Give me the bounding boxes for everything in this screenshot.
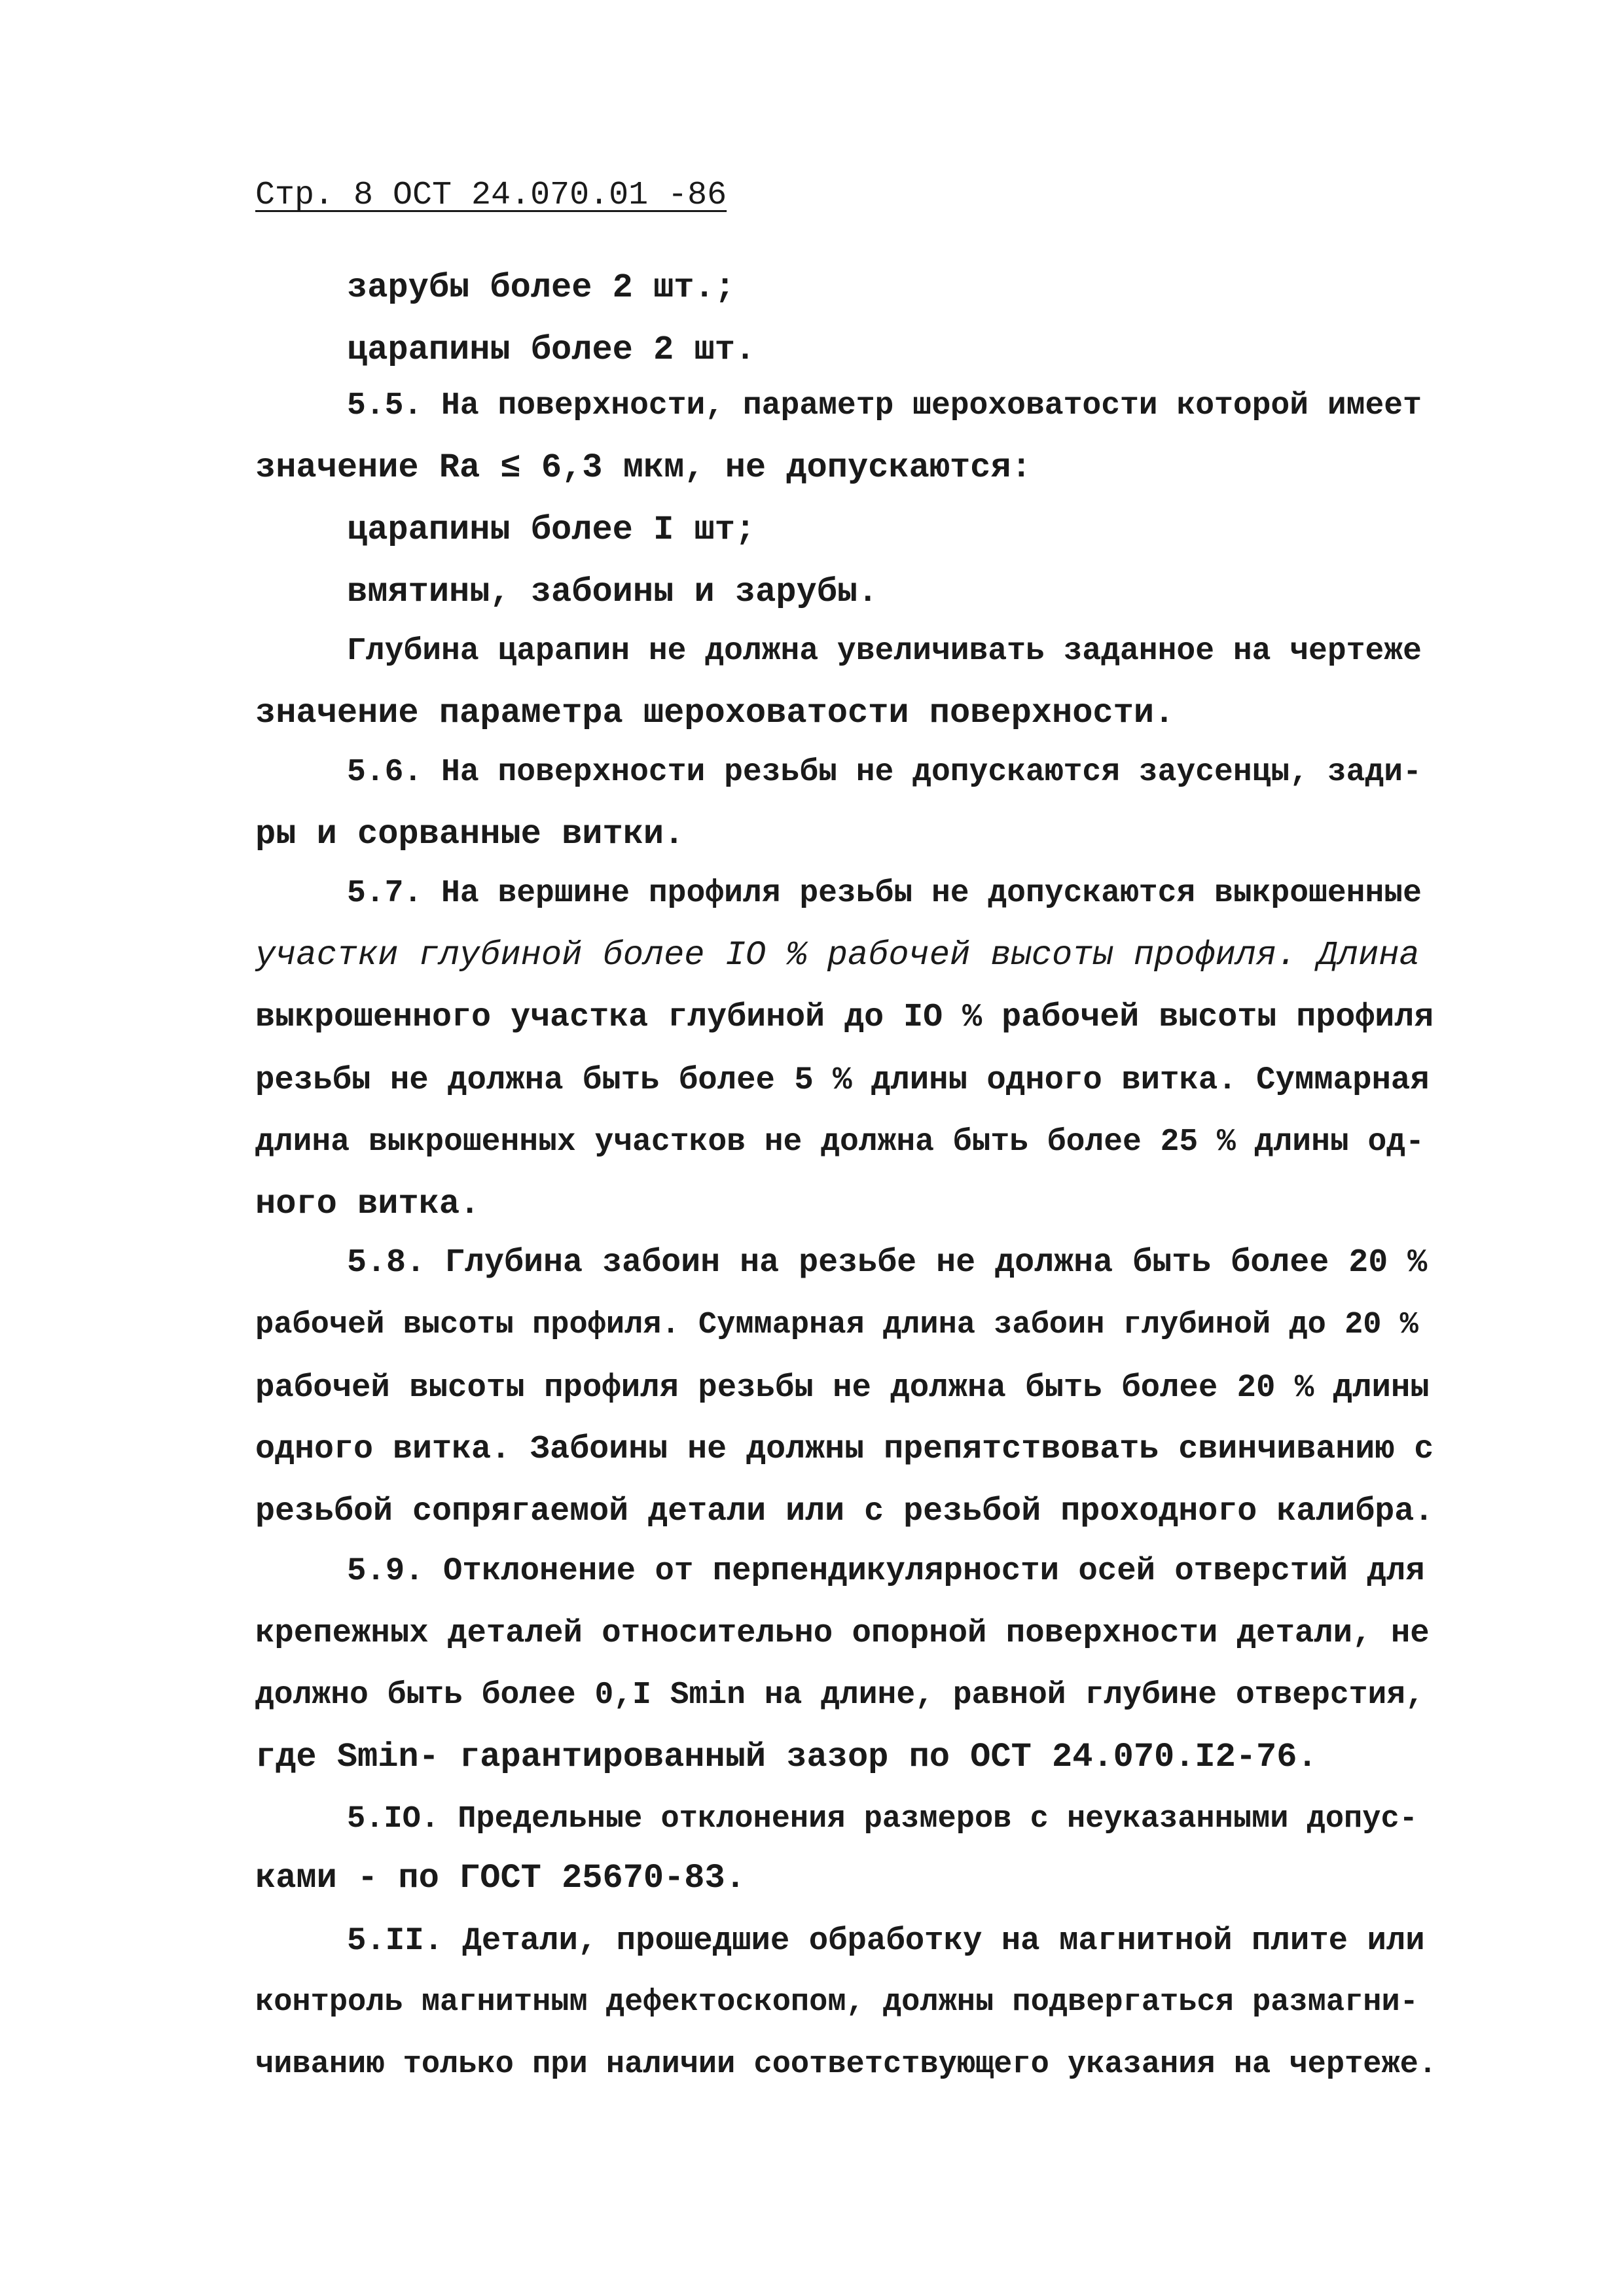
text-line: значение параметра шероховатости поверхности. [255,694,1175,732]
text-line: зарубы более 2 шт.; [347,268,735,307]
text-line: значение Ra ≤ 6,3 мкм, не допускаются: [255,448,1032,487]
text-line: рабочей высоты профиля резьбы не должна быть более 20 % длины [255,1369,1430,1406]
paragraph-5-11: 5.II. Детали, прошедшие обработку на магнитной плите или [347,1922,1425,1959]
paragraph-5-8: 5.8. Глубина забоин на резьбе не должна быть более 20 % [347,1244,1428,1282]
text-line: ры и сорванные витки. [255,815,685,853]
paragraph-5-10: 5.IO. Предельные отклонения размеров с неуказанными допус- [347,1802,1418,1837]
text-line: контроль магнитным дефектоскопом, должны подвергаться размагни- [255,1985,1418,2020]
text-line: вмятины, забоины и зарубы. [347,573,878,611]
text-line: должно быть более 0,I Smin на длине, равной глубине отверстия, [255,1677,1424,1713]
paragraph-5-6: 5.6. На поверхности резьбы не допускаются заусенцы, зади- [347,755,1422,790]
text-line: участки глубиной более IO % рабочей высоты профиля. Длина [255,936,1420,975]
text-line: ного витка. [255,1185,480,1223]
text-line: царапины более I шт; [347,511,756,549]
text-line: крепежных деталей относительно опорной поверхности детали, не [255,1615,1430,1651]
text-line: где Smin- гарантированный зазор по ОСТ 24.070.I2-76. [255,1738,1318,1776]
text-line: резьбы не должна быть более 5 % длины одного витка. Суммарная [255,1062,1430,1098]
text-line: царапины более 2 шт. [347,331,756,369]
paragraph-5-9: 5.9. Отклонение от перпендикулярности осей отверстий для [347,1552,1425,1589]
text-line: Глубина царапин не должна увеличивать заданное на чертеже [347,634,1422,669]
paragraph-5-5: 5.5. На поверхности, параметр шероховатости которой имеет [347,388,1422,423]
text-line: рабочей высоты профиля. Суммарная длина забоин глубиной до 20 % [255,1308,1418,1342]
text-line: выкрошенного участка глубиной до IO % рабочей высоты профиля [255,999,1434,1036]
text-line: резьбой сопрягаемой детали или с резьбой проходного калибра. [255,1493,1434,1530]
text-line: ками - по ГОСТ 25670-83. [255,1859,746,1897]
text-line: одного витка. Забоины не должны препятствовать свинчиванию с [255,1431,1434,1468]
page-header: Стр. 8 ОСТ 24.070.01 -86 [255,177,727,214]
text-line: длина выкрошенных участков не должна быть более 25 % длины од- [255,1124,1424,1160]
paragraph-5-7: 5.7. На вершине профиля резьбы не допускаются выкрошенные [347,876,1422,911]
text-line: чиванию только при наличии соответствующего указания на чертеже. [255,2047,1437,2082]
